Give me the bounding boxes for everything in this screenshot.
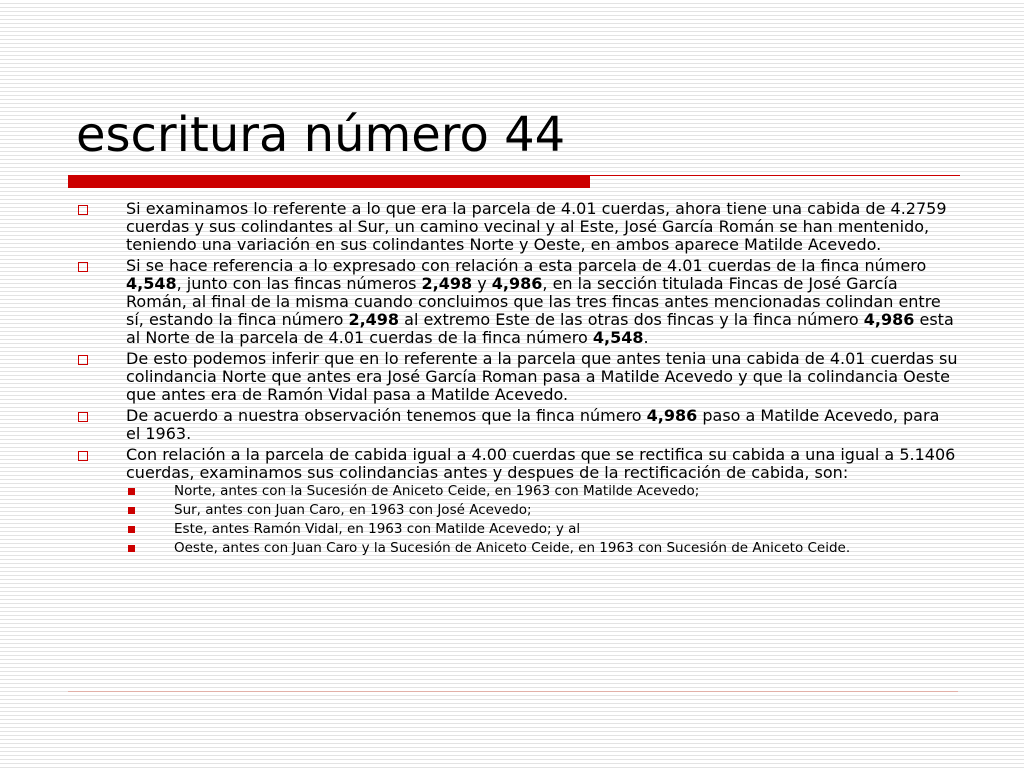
sub-bullet-item: [126, 541, 958, 556]
text-run: , junto con las fincas números: [176, 274, 422, 293]
bullet-item: [78, 446, 958, 556]
text-run: y: [472, 274, 492, 293]
text-run: Si se hace referencia a lo expresado con relación a esta parcela de 4.01 cuerdas de la finca número: [126, 256, 927, 275]
finca-number: 4,986: [646, 406, 698, 425]
filled-square-bullet-icon: [128, 507, 135, 514]
hollow-square-bullet-icon: [78, 412, 88, 422]
sub-bullet-text: Norte, antes con la Sucesión de Aniceto Ceide, en 1963 con Matilde Acevedo;: [174, 483, 700, 499]
filled-square-bullet-icon: [128, 526, 135, 533]
bullet-item: [78, 350, 958, 404]
filled-square-bullet-icon: [128, 488, 135, 495]
finca-number: 2,498: [348, 310, 400, 329]
hollow-square-bullet-icon: [78, 451, 88, 461]
bullet-text: [126, 349, 958, 404]
hollow-square-bullet-icon: [78, 262, 88, 272]
title-underline: [590, 175, 960, 176]
bullet-text: [126, 256, 954, 347]
filled-square-bullet-icon: [128, 545, 135, 552]
bullet-item: [78, 257, 958, 347]
title-accent-bar: [68, 175, 590, 188]
footer-divider: [68, 691, 958, 692]
text-run: esta al Norte de la parcela de 4.01 cuerdas de la finca número: [126, 310, 954, 347]
slide-title: escritura número 44: [76, 107, 566, 163]
hollow-square-bullet-icon: [78, 205, 88, 215]
bullet-list: [78, 200, 958, 560]
text-run: .: [643, 328, 649, 347]
text-run: al extremo Este de las otras dos fincas y la finca número: [399, 310, 864, 329]
finca-number: 4,986: [491, 274, 543, 293]
text-run: Con relación a la parcela de cabida igual a 4.00 cuerdas que se rectifica su cabida a una igual a 5.1406 cuerdas, examinamos sus colindancias antes y despues de la rectificación de cabida, son:: [126, 445, 956, 482]
hollow-square-bullet-icon: [78, 355, 88, 365]
finca-number: 2,498: [421, 274, 473, 293]
bullet-text: [126, 406, 939, 443]
sub-bullet-text: Oeste, antes con Juan Caro y la Sucesión de Aniceto Ceide, en 1963 con Sucesión de Aniceto Ceide.: [174, 540, 851, 556]
text-run: paso a Matilde Acevedo, para el 1963.: [126, 406, 940, 443]
sub-bullet-item: [126, 484, 958, 499]
bullet-item: [78, 407, 958, 443]
text-run: De acuerdo a nuestra observación tenemos que la finca número: [126, 406, 647, 425]
finca-number: 4,986: [863, 310, 915, 329]
bullet-text: [126, 445, 955, 482]
bullet-item: [78, 200, 958, 254]
sub-bullet-text: Sur, antes con Juan Caro, en 1963 con José Acevedo;: [174, 502, 532, 518]
text-run: Si examinamos lo referente a lo que era la parcela de 4.01 cuerdas, ahora tiene una cabida de 4.2759 cuerdas y sus colindantes al Sur, un camino vecinal y al Este, José García Román se han mentenido, teniendo una variación en sus colindantes Norte y Oeste, en ambos aparece Matilde Acevedo.: [126, 199, 947, 254]
finca-number: 4,548: [126, 274, 177, 293]
text-run: De esto podemos inferir que en lo referente a la parcela que antes tenia una cabida de 4.01 cuerdas su colindancia Norte que antes era José García Roman pasa a Matilde Acevedo y que la colindancia Oeste que antes era de Ramón Vidal pasa a Matilde Acevedo.: [126, 349, 958, 404]
finca-number: 4,548: [592, 328, 644, 347]
sub-bullet-list: [126, 484, 958, 556]
bullet-text: [126, 199, 947, 254]
sub-bullet-text: Este, antes Ramón Vidal, en 1963 con Matilde Acevedo; y al: [174, 521, 581, 537]
text-run: , en la sección titulada Fincas de José García Román, al final de la misma cuando concluimos que las tres fincas antes mencionadas colindan entre sí, estando la finca número: [126, 274, 941, 329]
sub-bullet-item: [126, 522, 958, 537]
sub-bullet-item: [126, 503, 958, 518]
